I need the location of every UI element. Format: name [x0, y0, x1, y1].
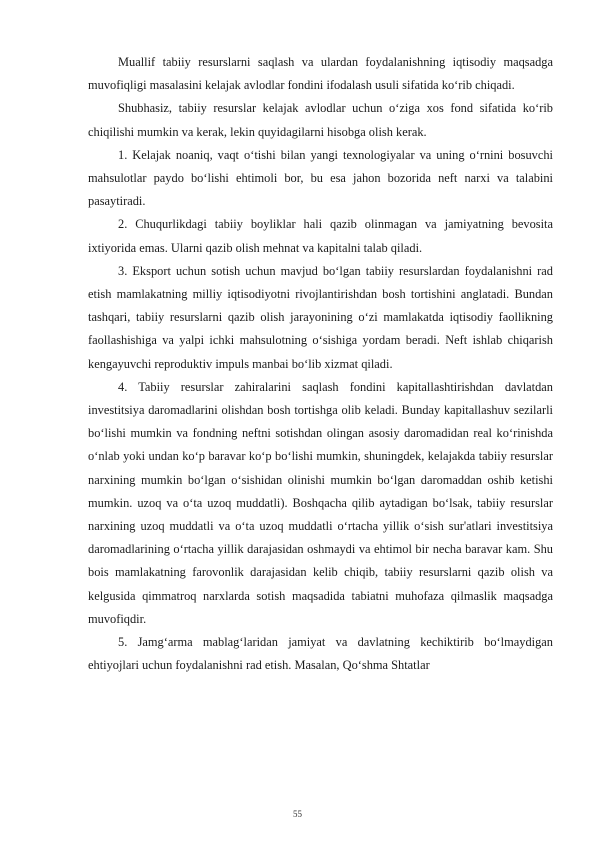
paragraph-point-2: 2. Chuqurlikdagi tabiiy boyliklar hali qazib olinmagan va jamiyatning bevosita ixtiyorida emas. Ularni qazib olish mehnat va kapitalni talab qiladi.: [88, 217, 553, 255]
paragraph-caveat: Shubhasiz, tabiiy resurslar kelajak avlodlar uchun o‘ziga xos fond sifatida ko‘rib chiqilishi mumkin va kerak, lekin quyidagilarni hisobga olish kerak.: [88, 101, 553, 139]
paragraph-point-4: 4. Tabiiy resurslar zahiralarini saqlash fondini kapitallashtirishdan davlatdan investitsiya daromadlarini olishdan bosh tortishga olib keladi. Bunday kapitallashuv sezilarli bo‘lishi mumkin va fondning neftni sotishdan olingan asosiy daromadidan real ko‘rinishda o‘nlab yoki undan ko‘p baravar ko‘p bo‘lishi mumkin, shuningdek, kelajakda tabiiy resurslar narxining mumkin bo‘lgan o‘sishidan olinishi mumkin bo‘lgan daromaddan oshib ketishi mumkin. uzoq va o‘ta uzoq muddatli). Boshqacha qilib aytadigan bo‘lsak, tabiiy resurslar narxining uzoq muddatli va o‘ta uzoq muddatli o‘rtacha yillik o‘sish sur'atlari investitsiya daromadlarining o‘rtacha yillik darajasidan oshmaydi va ehtimol bir necha baravar kam. Shu bois mamlakatning farovonlik darajasidan kelib chiqib, tabiiy resurslarni qazib olish va kelgusida qimmatroq narxlarda sotish maqsadida tabiatni muhofaza qilmaslik maqsadga muvofiqdir.: [88, 379, 553, 626]
body-text: [88, 51, 553, 677]
paragraph-point-5: 5. Jamg‘arma mablag‘laridan jamiyat va davlatning kechiktirib bo‘lmaydigan ehtiyojlari uchun foydalanishni rad etish. Masalan, Qo‘shma Shtatlar: [88, 635, 553, 673]
page-number: 55: [293, 809, 302, 819]
paragraph-point-3: 3. Eksport uchun sotish uchun mavjud bo‘lgan tabiiy resurslardan foydalanishni rad etish mamlakatning milliy iqtisodiyotni rivojlantirishdan bosh tortishini anglatadi. Bundan tashqari, tabiiy resurslarni qazib olish jarayonining o‘zi mamlakatda iqtisodiy faollikning faollashishiga va yalpi ichki mahsulotning o‘sishiga yordam beradi. Neft ishlab chiqarish kengayuvchi reproduktiv impuls manbai bo‘lib xizmat qiladi.: [88, 263, 553, 371]
paragraph-intro: Muallif tabiiy resurslarni saqlash va ulardan foydalanishning iqtisodiy maqsadga muvofiqligi masalasini kelajak avlodlar fondini ifodalash usuli sifatida ko‘rib chiqadi.: [88, 55, 553, 93]
paragraph-point-1: 1. Kelajak noaniq, vaqt o‘tishi bilan yangi texnologiyalar va uning o‘rnini bosuvchi mahsulotlar paydo bo‘lishi ehtimoli bor, bu esa jahon bozorida neft narxi va talabini pasaytiradi.: [88, 147, 553, 209]
